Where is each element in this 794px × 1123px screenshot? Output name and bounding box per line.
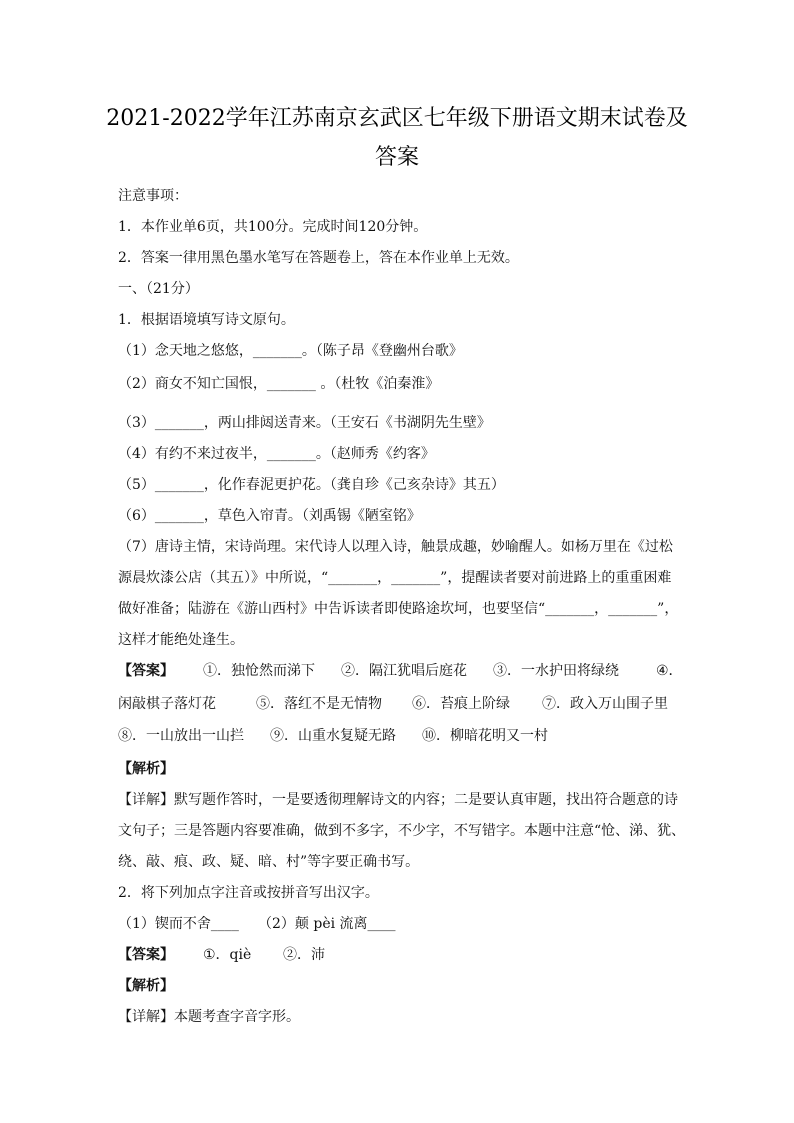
answer-item: ④． (656, 663, 683, 679)
notes-header: 注意事项： (118, 188, 188, 204)
question-1-item: （5）_______，化作春泥更护花。（龚自珍《己亥杂诗》其五） (118, 477, 505, 493)
question-2-answer (118, 945, 325, 965)
answer-label: 【答案】 (118, 947, 174, 963)
note-2: 2．答案一律用黑色墨水笔写在答题卷上，答在本作业单上无效。 (118, 250, 519, 266)
answer-line-1 (118, 661, 683, 681)
question-2-item: （2）颠 pèi 流离____ (258, 916, 396, 932)
answer-item: ⑤．落红不是无情物 (256, 696, 382, 712)
answer-item: 闲敲棋子落灯花 (118, 696, 216, 712)
answer-item: ⑨．山重水复疑无路 (270, 728, 396, 744)
section-heading: 一、（21分） (118, 281, 199, 297)
answer-item: ⑧．一山放出一山拦 (118, 728, 244, 744)
question-1-item: （1）念天地之悠悠，_______。（陈子昂《登幽州台歌》 (118, 343, 463, 359)
question-1-item: （4）有约不来过夜半，_______。（赵师秀《约客》 (118, 446, 435, 462)
question-1-item: （3）_______，两山排闼送青来。（王安石《书湖阴先生壁》 (118, 415, 491, 431)
detail-line: 绕、敲、痕、政、疑、暗、村”等字要正确书写。 (118, 854, 420, 870)
answer-item: ⑩．柳暗花明又一村 (422, 728, 548, 744)
answer-item: ②．沛 (283, 947, 325, 963)
answer-item: ②．隔江犹唱后庭花 (341, 663, 467, 679)
page-title-line2: 答案 (374, 145, 419, 170)
analysis-label: 【解析】 (118, 978, 174, 994)
answer-item: ①．独怆然而涕下 (203, 663, 315, 679)
question-1-item7-line: 源晨炊漆公店（其五）》中所说，“_______，_______”，提醒读者要对前进路上的重重困难 (118, 570, 672, 586)
answer-item: ⑦．政入万山围子里 (542, 696, 668, 712)
question-1-prompt: 1．根据语境填写诗文原句。 (118, 312, 295, 328)
question-2-prompt: 2．将下列加点字注音或按拼音写出汉字。 (118, 885, 379, 901)
answer-item: ①．qiè (203, 947, 252, 963)
detail-line: 【详解】本题考查字音字形。 (118, 1009, 300, 1025)
detail-line: 文句子；三是答题内容要准确，做到不多字，不少字，不写错字。本题中注意“怆、涕、犹、 (118, 823, 686, 839)
answer-line-2 (118, 694, 668, 714)
answer-label: 【答案】 (118, 663, 174, 679)
detail-line: 【详解】默写题作答时，一是要透彻理解诗文的内容；二是要认真审题，找出符合题意的诗 (118, 792, 678, 808)
note-1: 1．本作业单6页，共100分。完成时间120分钟。 (118, 219, 428, 235)
question-2-item: （1）锲而不舍____ (118, 916, 239, 932)
question-1-item: （2）商女不知亡国恨，_______ 。（杜牧《泊秦淮》 (118, 376, 440, 392)
question-1-item7-line: （7）唐诗主情，宋诗尚理。宋代诗人以理入诗，触景成趣，妙喻醒人。如杨万里在《过松 (118, 539, 673, 555)
answer-item: ③．一水护田将绿绕 (493, 663, 619, 679)
question-1-item: （6）_______，草色入帘青。（刘禹锡《陋室铭》 (118, 508, 421, 524)
answer-item: ⑥．苔痕上阶绿 (412, 696, 510, 712)
question-1-item7-line: 这样才能绝处逢生。 (118, 632, 244, 648)
answer-line-3 (118, 726, 548, 746)
analysis-label: 【解析】 (118, 761, 174, 777)
question-1-item7-line: 做好准备；陆游在《游山西村》中告诉读者即使路途坎坷，也要坚信“_______，_______”， (118, 601, 679, 617)
page-title-line1: 2021-2022学年江苏南京玄武区七年级下册语文期末试卷及 (106, 106, 688, 131)
question-2-items (118, 914, 396, 934)
